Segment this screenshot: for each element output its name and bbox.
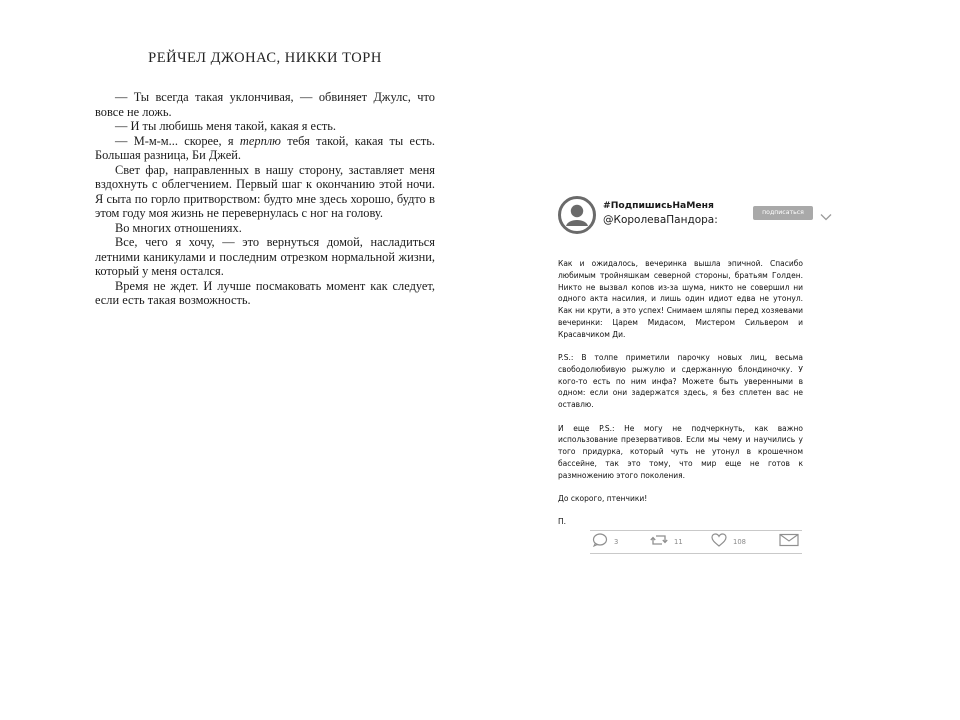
repost-count: 11 (674, 538, 683, 546)
share-button[interactable] (779, 535, 799, 549)
paragraph: Время не ждет. И лучше посмаковать момент как следует, если есть такая возможность. (95, 278, 435, 307)
comment-button[interactable] (592, 535, 618, 549)
post-handle[interactable]: @КоролеваПандора: (603, 214, 718, 226)
subscribe-button[interactable]: подписаться (753, 206, 813, 220)
post-paragraph: До скорого, птенчики! (558, 494, 648, 504)
comment-bubble-icon (592, 533, 608, 552)
envelope-icon (779, 533, 799, 552)
user-avatar-icon[interactable] (558, 196, 596, 234)
post-body (558, 258, 803, 528)
post-hashtag[interactable]: #ПодпишисьНаМеня (603, 200, 714, 211)
divider (590, 553, 802, 554)
paragraph: Во многих отношениях. (115, 220, 242, 235)
post-actions-bar (590, 530, 802, 554)
post-signature: П. (558, 517, 567, 527)
post-header (603, 200, 753, 226)
paragraph: — Ты всегда такая уклончивая, — обвиняет Джулс, что вовсе не ложь. (95, 90, 435, 119)
paragraph: — И ты любишь меня такой, какая я есть. (115, 119, 337, 133)
chevron-down-icon[interactable] (820, 208, 832, 216)
like-count: 108 (733, 538, 746, 546)
divider (590, 530, 802, 531)
paragraph: Все, чего я хочу, — это вернуться домой, насладиться летними каникулами и последним отрезком нормальной жизни, который у меня остался. (95, 235, 435, 278)
repost-arrows-icon (650, 533, 668, 552)
comment-count: 3 (614, 538, 619, 546)
running-head: РЕЙЧЕЛ ДЖОНАС, НИККИ ТОРН (148, 50, 382, 66)
post-paragraph: И еще P.S.: Не могу не подчеркнуть, как важно использование презервативов. Если мы чему и научились у того придурка, который чуть не утонул в крошечном бассейне, так это тому, что мир еще не готов к размножению этого поколения. (558, 423, 803, 480)
heart-icon (711, 533, 727, 552)
post-paragraph: Как и ожидалось, вечеринка вышла эпичной. Спасибо любимым тройняшкам северной стороны, братьям Голден. Никто не вызвал копов из-за шума, никто не совершил ни одного акта насилия, и лишь один идиот едва не утонул. Как ни крути, а это успех! Снимаем шляпы перед хозяевами вечеринки: Царем Мидасом, Мистером Сильвером и Красавчиком Ди. (558, 259, 803, 339)
paragraph: Свет фар, направленных в нашу сторону, заставляет меня вздохнуть с облегчением. Первый шаг к окончанию этой ночи. Я сыта по горло притворством: будто мне здесь хорошо, будто в этом году моя жизнь не перевернулась с ног на голову. (95, 162, 435, 220)
book-text (95, 90, 435, 308)
like-button[interactable] (711, 535, 746, 549)
post-paragraph: P.S.: В толпе приметили парочку новых лиц, весьма свободолюбивую рыжулю и сдержанную блондиночку. У кого-то есть по ним инфа? Можете быть уверенными в одном: если они задержатся здесь, я без сплетен вас не оставлю. (558, 353, 803, 410)
repost-button[interactable] (650, 535, 683, 549)
paragraph: — М-м-м... скорее, я терплю тебя такой, какая ты есть. Большая разница, Би Джей. (95, 133, 435, 162)
